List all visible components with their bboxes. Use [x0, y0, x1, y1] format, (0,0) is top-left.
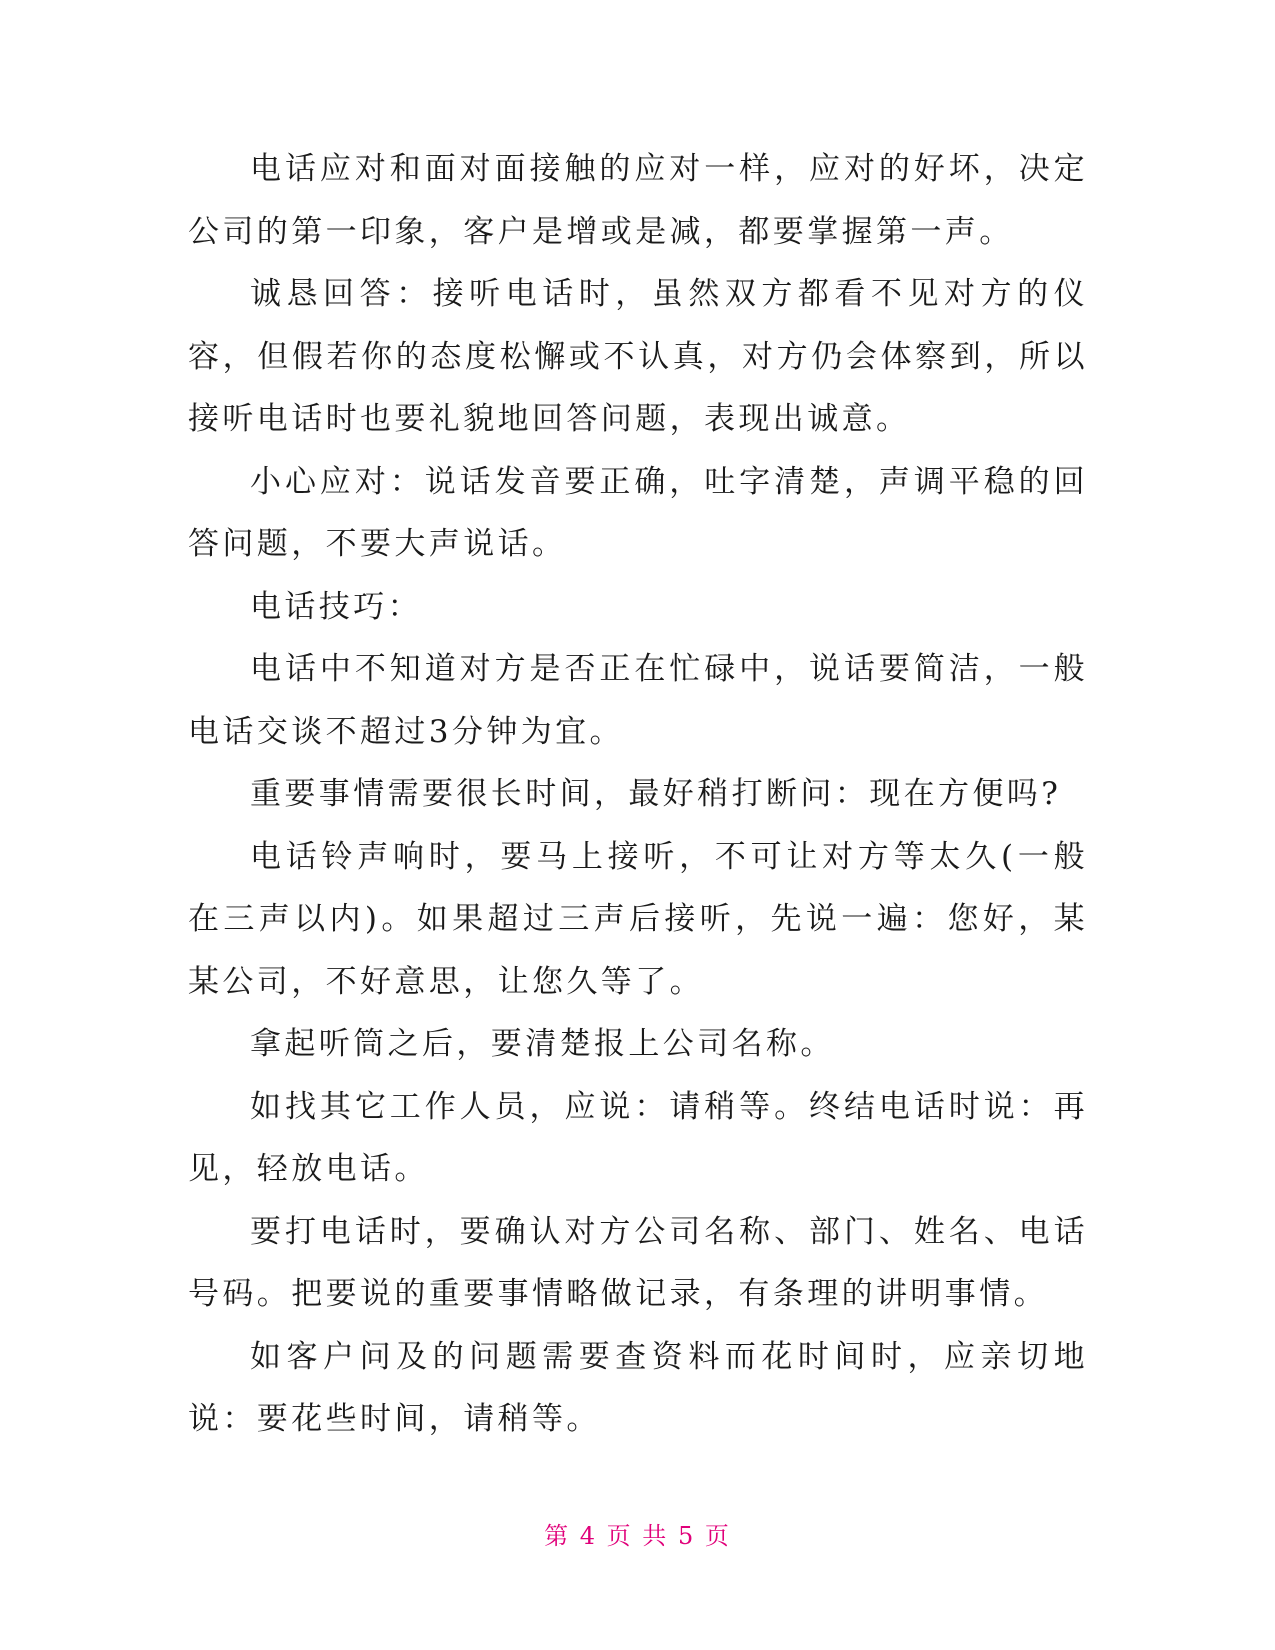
paragraph: 拿起听筒之后，要清楚报上公司名称。 — [250, 1026, 835, 1062]
document-body — [188, 138, 1088, 1451]
paragraph: 要打电话时，要确认对方公司名称、部门、姓名、电话号码。把要说的重要事情略做记录，有条理的讲明事情。 — [188, 1213, 1088, 1312]
paragraph: 诚恳回答：接听电话时，虽然双方都看不见对方的仪容，但假若你的态度松懈或不认真，对方仍会体察到，所以接听电话时也要礼貌地回答问题，表现出诚意。 — [188, 276, 1088, 437]
paragraph: 电话铃声响时，要马上接听，不可让对方等太久(一般在三声以内)。如果超过三声后接听，先说一遍：您好，某某公司，不好意思，让您久等了。 — [188, 838, 1088, 1000]
page-number-footer: 第 4 页 共 5 页 — [544, 1522, 731, 1550]
paragraph: 重要事情需要很长时间，最好稍打断问：现在方便吗? — [250, 776, 1062, 812]
paragraph: 如找其它工作人员，应说：请稍等。终结电话时说：再见，轻放电话。 — [188, 1088, 1088, 1187]
paragraph: 小心应对：说话发音要正确，吐字清楚，声调平稳的回答问题，不要大声说话。 — [188, 463, 1088, 562]
paragraph: 如客户问及的问题需要查资料而花时间时，应亲切地说：要花些时间，请稍等。 — [188, 1338, 1088, 1437]
paragraph: 电话中不知道对方是否正在忙碌中，说话要简洁，一般电话交谈不超过3分钟为宜。 — [188, 651, 1088, 750]
paragraph-heading: 电话技巧： — [250, 588, 422, 625]
paragraph: 电话应对和面对面接触的应对一样，应对的好坏，决定公司的第一印象，客户是增或是减，都要掌握第一声。 — [188, 151, 1088, 250]
